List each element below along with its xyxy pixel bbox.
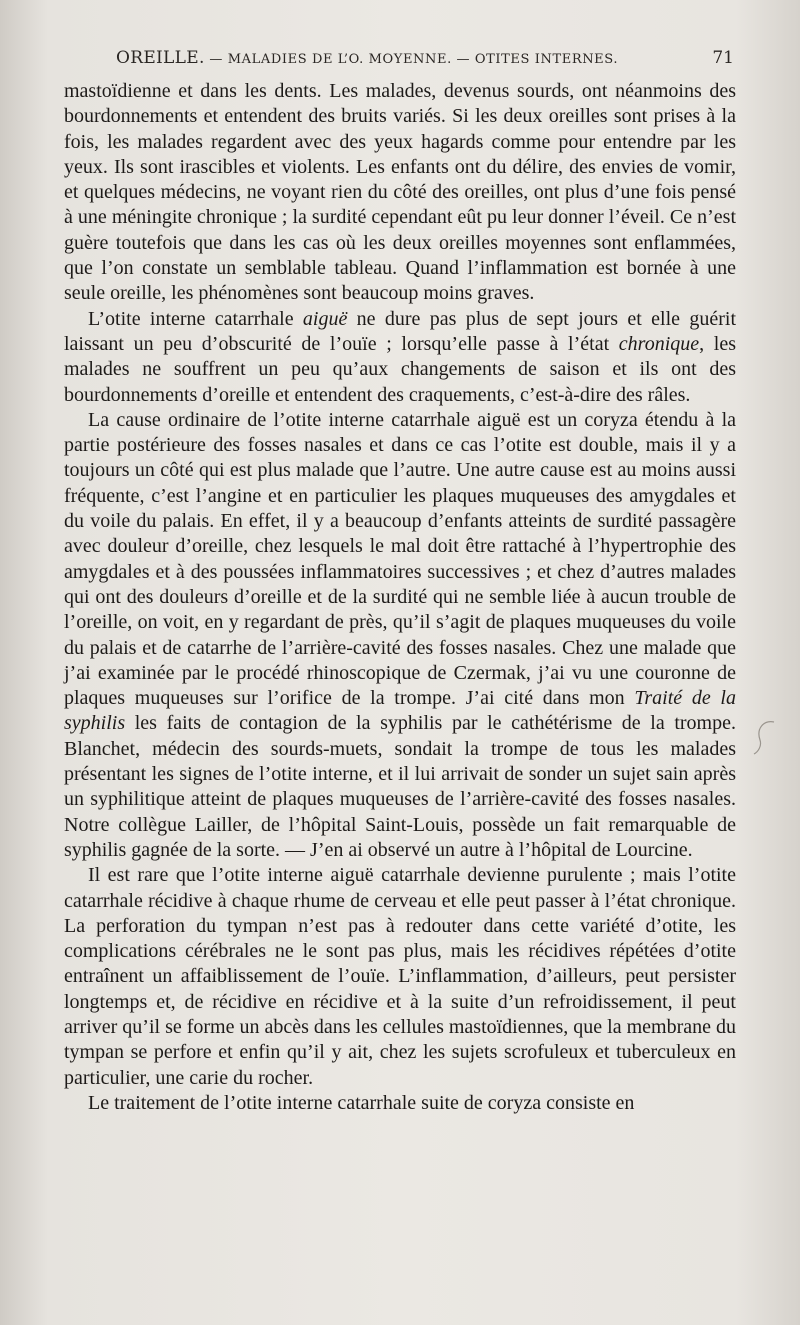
italic-text: aiguë [302, 307, 348, 330]
text-run: les faits de contagion de la syphilis par le cathétérisme de la trompe. Blanchet, médecin des sourds-muets, sondait la trompe de tous les malades présentant les signes de l’otite interne, et il lui arrivait de sonder un sujet sain après un syphilitique atteint de plaques muqueuses de l’arrière-cavité des fosses nasales. Notre collègue Lailler, de l’hôpital Saint-Louis, possède un fait remarquable de syphilis gagnée de la sorte. — J’en ai observé un autre à l’hôpital de Lourcine. [64, 712, 736, 861]
section-title: MALADIES DE L’O. MOYENNE. [227, 52, 452, 67]
header-dash: — [451, 52, 475, 67]
italic-text: chronique [618, 332, 700, 355]
paragraph [64, 307, 736, 408]
text-run: L’otite interne catarrhale [88, 307, 303, 330]
paragraph [64, 408, 736, 863]
text-run: , les malades ne souffrent un peu qu’aux changements de saison et ils ont des bourdonnements d’oreille et entendent des craquements, c’est-à-dire des râles. [64, 332, 736, 406]
text-run: Le traitement de l’otite interne catarrhale suite de coryza consiste en [88, 1091, 635, 1114]
paragraph [64, 863, 736, 1091]
paragraph [64, 79, 736, 307]
chapter-title: OREILLE. [116, 48, 205, 68]
text-run: La cause ordinaire de l’otite interne catarrhale aiguë est un coryza étendu à la partie postérieure des fosses nasales et dans ce cas l’otite est double, mais il y a toujours un côté qui est plus malade que l’autre. Une autre cause est au moins aussi fréquente, c’est l’angine et en particulier les plaques muqueuses des amygdales et du voile du palais. En effet, il y a beaucoup d’enfants atteints de surdité passagère avec douleur d’oreille, chez lesquels le mal doit être rattaché à l’hypertrophie des amygdales et à des poussées inflammatoires successives ; et chez d’autres malades qui ont des douleurs d’oreille et de la surdité qui ne semble liée à aucun trouble de l’oreille, on voit, en y regardant de près, qu’il s’agit de plaques muqueuses du voile du palais et de catarrhe de l’arrière-cavité des fosses nasales. Chez une malade que j’ai examinée par le procédé rhinoscopique de Czermak, j’ai vu une couronne de plaques muqueuses sur l’orifice de la trompe. J’ai cité dans mon [64, 408, 736, 710]
text-run: mastoïdienne et dans les dents. Les malades, devenus sourds, ont néanmoins des bourdonnements et entendent des bruits variés. Si les deux oreilles sont prises à la fois, les malades regardent avec des yeux hagards comme pour entendre par les yeux. Ils sont irascibles et violents. Les enfants ont du délire, des envies de vomir, et quelques médecins, ne voyant rien du côté des oreilles, ont plus d’une fois pensé à une méningite chronique ; la surdité cependant eût pu leur donner l’éveil. Ce n’est guère toutefois que dans les cas où les deux oreilles moyennes sont enflammées, que l’on constate un semblable tableau. Quand l’inflammation est bornée à une seule oreille, les phénomènes sont beaucoup moins graves. [64, 80, 736, 305]
body-text [64, 79, 736, 1116]
text-run: Il est rare que l’otite interne aiguë catarrhale devienne purulente ; mais l’otite catarrhale récidive à chaque rhume de cerveau et elle peut passer à l’état chronique. La perforation du tympan n’est pas à redouter dans cette variété d’otite, les complications cérébrales ne le sont pas plus, mais les récidives répétées d’otite entraînent un affaiblissement de l’ouïe. L’inflammation, d’ailleurs, peut persister longtemps et, de récidive en récidive et à la suite d’un refroidissement, il peut arriver qu’il se forme un abcès dans les cellules mastoïdiennes, que la membrane du tympan se perfore et enfin qu’il y ait, chez les sujets scrofuleux et tuberculeux en particulier, une carie du rocher. [64, 864, 736, 1089]
page-number: 71 [712, 48, 734, 68]
running-title [116, 48, 618, 68]
margin-pencil-mark [752, 718, 780, 758]
header-dash: — [204, 52, 228, 67]
paragraph [64, 1091, 736, 1116]
text-run: ne dure pas plus de sept jours et elle guérit laissant un peu d’obscurité de l’ouïe ; lorsqu’elle passe à l’état [64, 307, 736, 355]
running-header [64, 48, 736, 72]
italic-text: Traité de la syphilis [64, 687, 736, 735]
subsection-title: OTITES INTERNES. [474, 52, 619, 67]
